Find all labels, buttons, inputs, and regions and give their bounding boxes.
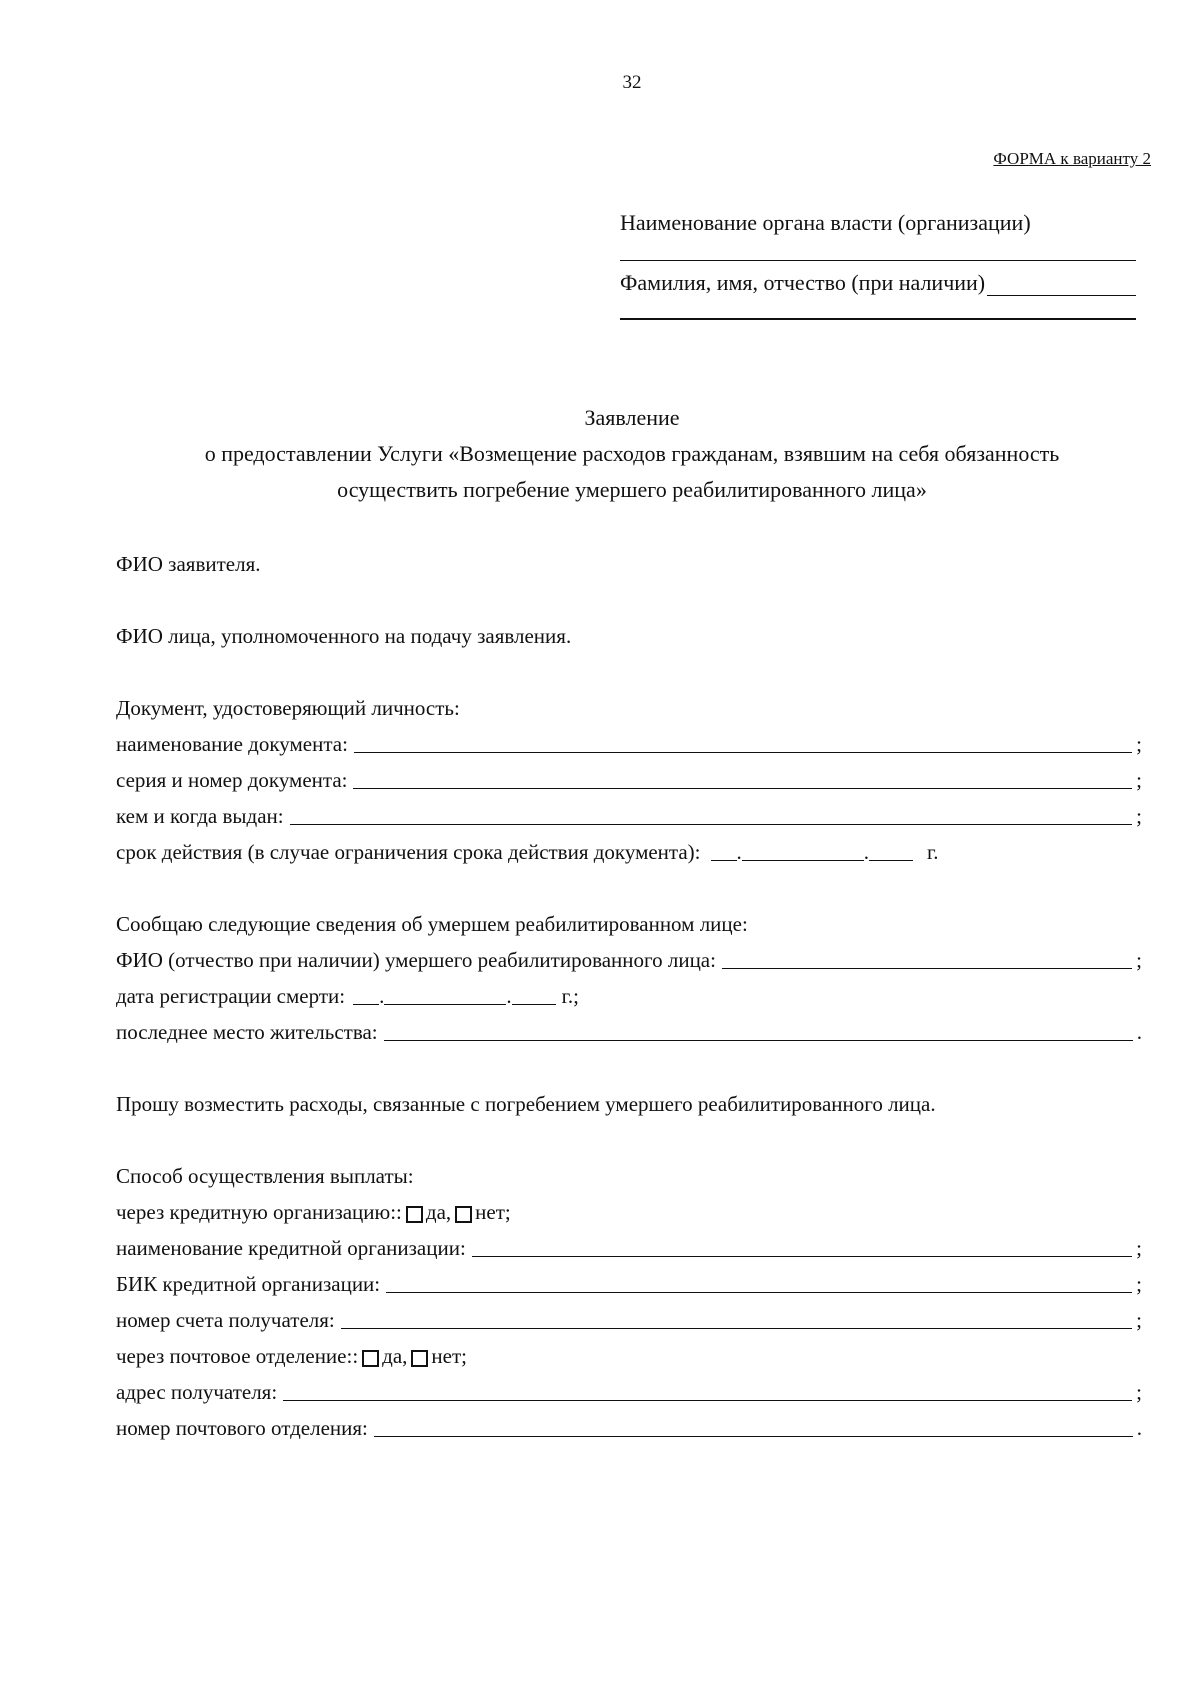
bik-label: БИК кредитной организации: <box>116 1272 381 1296</box>
applicant-fio: ФИО заявителя. <box>116 552 261 576</box>
addressee-name-row <box>620 270 1136 296</box>
bank-option-label: через кредитную организацию:: <box>116 1200 402 1224</box>
post-number-row <box>116 1416 1142 1441</box>
bank-no-label: нет; <box>475 1200 511 1224</box>
death-dot-1: . <box>379 984 385 1008</box>
doc-validity-label: срок действия (в случае ограничения срока действия документа): <box>116 840 701 864</box>
validity-year-field[interactable] <box>869 842 913 861</box>
death-year-field[interactable] <box>512 986 556 1005</box>
residence-end: . <box>1136 1020 1142 1044</box>
bank-name-field[interactable] <box>472 1238 1132 1257</box>
account-label: номер счета получателя: <box>116 1308 335 1332</box>
post-no-checkbox[interactable] <box>411 1350 428 1367</box>
bank-no-checkbox[interactable] <box>455 1206 472 1223</box>
bank-option-row <box>116 1200 1142 1225</box>
form-variant-label: ФОРМА к варианту 2 <box>993 149 1151 168</box>
page-number: 32 <box>622 72 642 93</box>
post-no-label: нет; <box>431 1344 467 1368</box>
doc-name-label: наименование документа: <box>116 732 348 756</box>
identity-doc-heading: Документ, удостоверяющий личность: <box>116 696 460 720</box>
post-yes-checkbox[interactable] <box>362 1350 379 1367</box>
address-row <box>116 1380 1142 1405</box>
account-row <box>116 1308 1142 1333</box>
post-option-row <box>116 1344 1142 1369</box>
bank-name-row <box>116 1236 1142 1261</box>
deceased-fio-label: ФИО (отчество при наличии) умершего реабилитированного лица: <box>116 948 716 972</box>
validity-dot-1: . <box>736 840 742 864</box>
payment-heading: Способ осуществления выплаты: <box>116 1164 414 1188</box>
doc-validity-row <box>116 840 1142 865</box>
death-date-row <box>116 984 1142 1009</box>
title-line-2: о предоставлении Услуги «Возмещение расходов гражданам, взявшим на себя обязанность <box>204 441 1060 466</box>
residence-label: последнее место жительства: <box>116 1020 378 1044</box>
bik-end: ; <box>1136 1272 1142 1296</box>
death-year-suffix: г.; <box>561 984 579 1008</box>
doc-issued-end: ; <box>1136 804 1142 828</box>
death-month-field[interactable] <box>384 986 506 1005</box>
doc-issued-field[interactable] <box>290 806 1133 825</box>
residence-row <box>116 1020 1142 1045</box>
bank-yes-label: да, <box>425 1200 452 1224</box>
validity-month-field[interactable] <box>742 842 864 861</box>
post-yes-label: да, <box>382 1344 408 1368</box>
residence-field[interactable] <box>384 1022 1133 1041</box>
address-end: ; <box>1136 1380 1142 1404</box>
bank-name-label: наименование кредитной организации: <box>116 1236 466 1260</box>
addressee-name-field-continuation[interactable] <box>620 318 1136 320</box>
authority-name-label: Наименование органа власти (организации) <box>620 210 1031 235</box>
post-number-field[interactable] <box>374 1418 1133 1437</box>
request-text: Прошу возместить расходы, связанные с погребением умершего реабилитированного лица. <box>116 1092 936 1116</box>
doc-issued-row <box>116 804 1142 829</box>
doc-series-end: ; <box>1136 768 1142 792</box>
address-field[interactable] <box>283 1382 1132 1401</box>
account-field[interactable] <box>341 1310 1132 1329</box>
post-number-end: . <box>1136 1416 1142 1440</box>
account-end: ; <box>1136 1308 1142 1332</box>
doc-series-label: серия и номер документа: <box>116 768 348 792</box>
authority-name-field[interactable] <box>620 260 1136 261</box>
representative-fio: ФИО лица, уполномоченного на подачу заявления. <box>116 624 572 648</box>
deceased-fio-end: ; <box>1136 948 1142 972</box>
post-number-label: номер почтового отделения: <box>116 1416 368 1440</box>
validity-dot-2: . <box>863 840 869 864</box>
bank-yes-checkbox[interactable] <box>406 1206 423 1223</box>
post-option-label: через почтовое отделение:: <box>116 1344 359 1368</box>
death-day-field[interactable] <box>353 986 379 1005</box>
bank-name-end: ; <box>1136 1236 1142 1260</box>
doc-name-end: ; <box>1136 732 1142 756</box>
doc-name-field[interactable] <box>354 734 1132 753</box>
validity-year-suffix: г. <box>927 840 939 864</box>
death-dot-2: . <box>506 984 512 1008</box>
doc-series-field[interactable] <box>353 770 1132 789</box>
document-title <box>110 400 1154 508</box>
title-line-1: Заявление <box>584 405 680 430</box>
doc-name-row <box>116 732 1142 757</box>
deceased-heading: Сообщаю следующие сведения об умершем реабилитированном лице: <box>116 912 748 936</box>
doc-series-row <box>116 768 1142 793</box>
bik-field[interactable] <box>386 1274 1132 1293</box>
deceased-fio-row <box>116 948 1142 973</box>
addressee-name-label: Фамилия, имя, отчество (при наличии) <box>620 270 986 295</box>
title-line-3: осуществить погребение умершего реабилитированного лица» <box>337 477 927 502</box>
doc-issued-label: кем и когда выдан: <box>116 804 284 828</box>
validity-day-field[interactable] <box>711 842 737 861</box>
addressee-name-field[interactable] <box>987 275 1136 296</box>
bik-row <box>116 1272 1142 1297</box>
death-date-label: дата регистрации смерти: <box>116 984 346 1008</box>
address-label: адрес получателя: <box>116 1380 278 1404</box>
deceased-fio-field[interactable] <box>722 950 1132 969</box>
